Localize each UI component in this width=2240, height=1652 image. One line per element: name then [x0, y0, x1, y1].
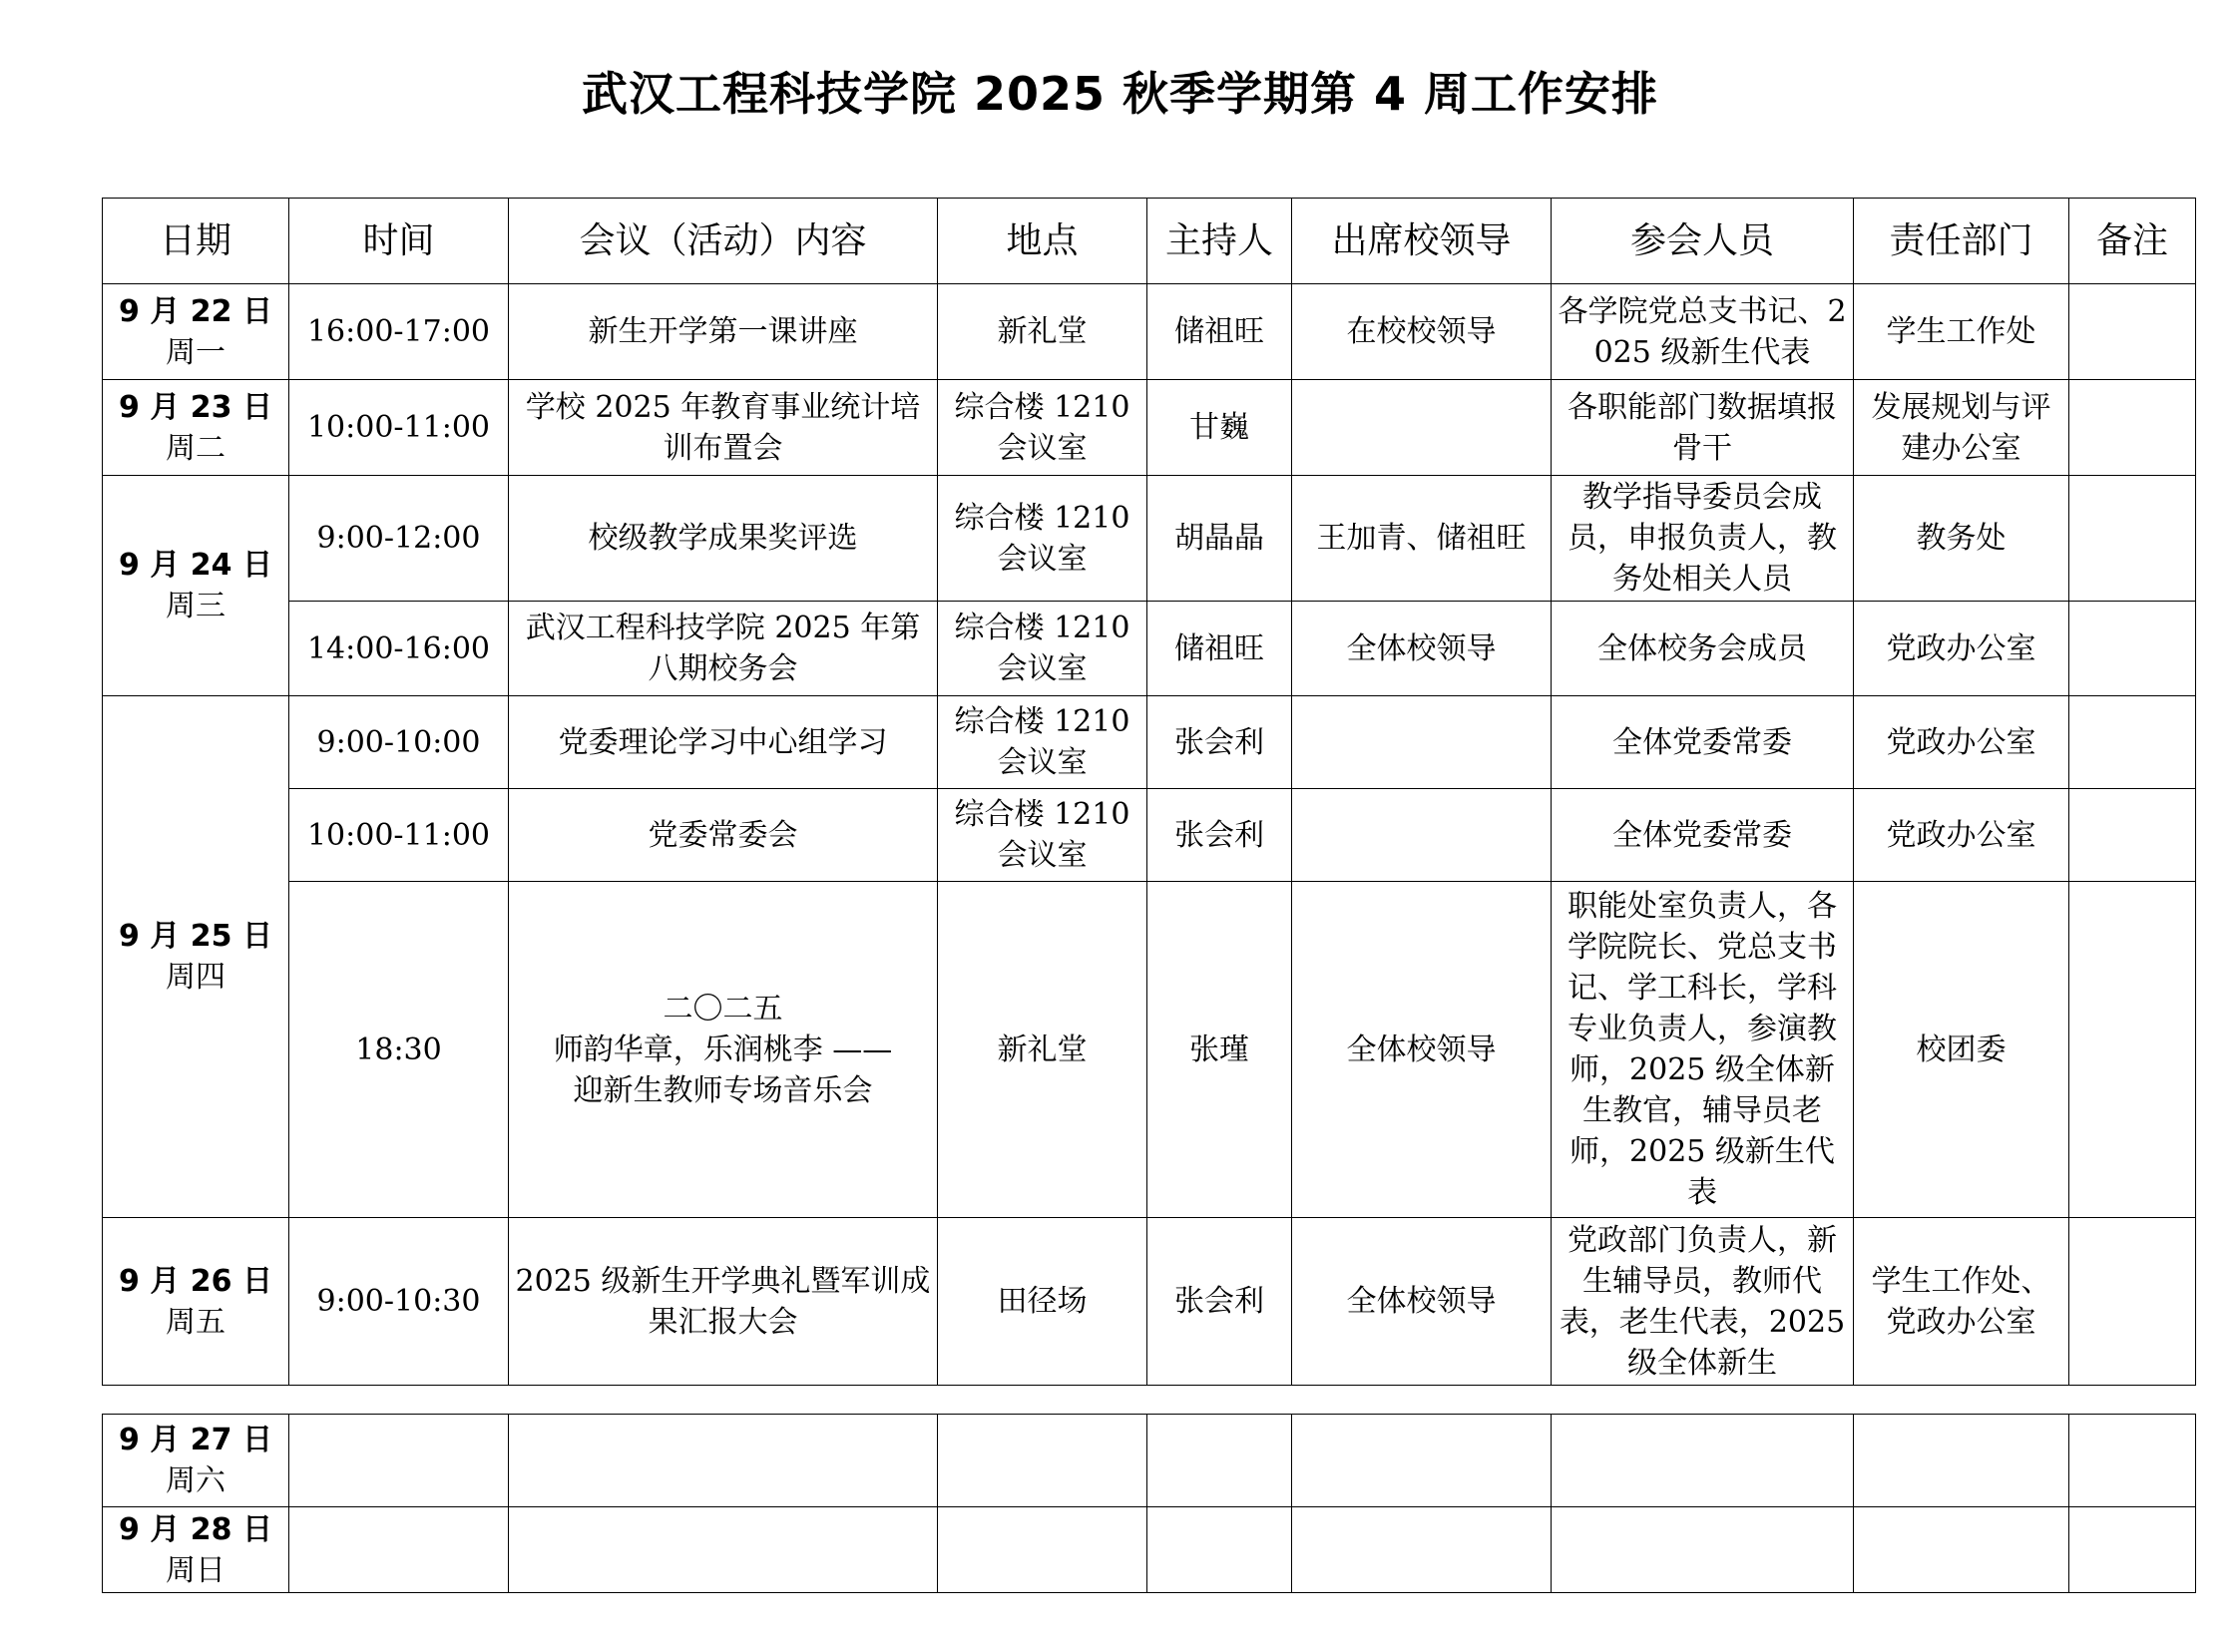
date-cell: [103, 696, 289, 1218]
note-cell: [2069, 1507, 2196, 1593]
dept-cell: [1854, 1507, 2069, 1593]
content-line: 二〇二五: [663, 991, 783, 1027]
location-cell: 综合楼 1210 会议室: [938, 602, 1147, 696]
schedule-table: [102, 198, 2196, 1386]
attendees-cell: 职能处室负责人，各学院院长、党总支书记、学工科长，学科专业负责人，参演教师，2025 级全体新生教官，辅导员老师，2025 级新生代表: [1552, 882, 1854, 1218]
note-cell: [2069, 789, 2196, 882]
note-cell: [2069, 602, 2196, 696]
dept-cell: 校团委: [1854, 882, 2069, 1218]
table-row: [103, 476, 2196, 602]
dept-cell: 党政办公室: [1854, 789, 2069, 882]
weekday-label: 周四: [166, 960, 225, 995]
dept-cell: [1854, 1415, 2069, 1507]
time-cell: [289, 1507, 509, 1593]
date-cell: [103, 1415, 289, 1507]
content-line: 迎新生教师专场音乐会: [573, 1072, 873, 1108]
note-cell: [2069, 882, 2196, 1218]
location-cell: [938, 1415, 1147, 1507]
table-row: [103, 1507, 2196, 1593]
content-cell: [509, 1507, 938, 1593]
header-content: 会议（活动）内容: [509, 199, 938, 284]
leaders-cell: [1292, 789, 1552, 882]
weekday-label: 周六: [166, 1463, 225, 1498]
leaders-cell: [1292, 380, 1552, 476]
host-cell: 储祖旺: [1147, 284, 1292, 380]
note-cell: [2069, 1218, 2196, 1386]
time-cell: 9:00-12:00: [289, 476, 509, 602]
attendees-cell: 各职能部门数据填报骨干: [1552, 380, 1854, 476]
date-label: 9 月 24 日: [119, 548, 272, 583]
weekday-label: 周五: [166, 1304, 225, 1340]
attendees-cell: [1552, 1507, 1854, 1593]
date-cell: [103, 476, 289, 696]
weekday-label: 周三: [166, 589, 225, 623]
date-label: 9 月 28 日: [119, 1511, 272, 1547]
time-cell: 10:00-11:00: [289, 789, 509, 882]
location-cell: 综合楼 1210 会议室: [938, 789, 1147, 882]
content-cell: [509, 882, 938, 1218]
location-cell: 新礼堂: [938, 882, 1147, 1218]
time-cell: [289, 1415, 509, 1507]
content-cell: 武汉工程科技学院 2025 年第八期校务会: [509, 602, 938, 696]
leaders-cell: [1292, 696, 1552, 789]
host-cell: 张会利: [1147, 789, 1292, 882]
table-row: [103, 1415, 2196, 1507]
date-label: 9 月 25 日: [119, 919, 272, 954]
leaders-cell: 王加青、储祖旺: [1292, 476, 1552, 602]
content-cell: [509, 1415, 938, 1507]
attendees-cell: 党政部门负责人，新生辅导员，教师代表，老生代表，2025 级全体新生: [1552, 1218, 1854, 1386]
table-row: [103, 380, 2196, 476]
header-attendees: 参会人员: [1552, 199, 1854, 284]
note-cell: [2069, 284, 2196, 380]
dept-cell: 党政办公室: [1854, 696, 2069, 789]
time-cell: 9:00-10:30: [289, 1218, 509, 1386]
content-cell: 党委理论学习中心组学习: [509, 696, 938, 789]
table-row: [103, 1218, 2196, 1386]
location-cell: 综合楼 1210 会议室: [938, 380, 1147, 476]
date-cell: [103, 380, 289, 476]
content-cell: 校级教学成果奖评选: [509, 476, 938, 602]
date-label: 9 月 26 日: [119, 1263, 272, 1299]
date-label: 9 月 27 日: [119, 1423, 272, 1457]
table-row: [103, 882, 2196, 1218]
leaders-cell: 全体校领导: [1292, 1218, 1552, 1386]
table-row: [103, 602, 2196, 696]
weekday-label: 周二: [166, 430, 225, 466]
location-cell: 新礼堂: [938, 284, 1147, 380]
content-cell: 学校 2025 年教育事业统计培训布置会: [509, 380, 938, 476]
date-cell: [103, 1218, 289, 1386]
header-leaders: 出席校领导: [1292, 199, 1552, 284]
weekday-label: 周日: [166, 1552, 225, 1588]
attendees-cell: 全体校务会成员: [1552, 602, 1854, 696]
host-cell: 储祖旺: [1147, 602, 1292, 696]
location-cell: [938, 1507, 1147, 1593]
dept-cell: 学生工作处、党政办公室: [1854, 1218, 2069, 1386]
host-cell: 张瑾: [1147, 882, 1292, 1218]
attendees-cell: [1552, 1415, 1854, 1507]
time-cell: 14:00-16:00: [289, 602, 509, 696]
host-cell: 张会利: [1147, 696, 1292, 789]
page-title: 武汉工程科技学院 2025 秋季学期第 4 周工作安排: [581, 67, 1659, 121]
table-row: [103, 696, 2196, 789]
dept-cell: 发展规划与评建办公室: [1854, 380, 2069, 476]
header-time: 时间: [289, 199, 509, 284]
weekend-table: [102, 1414, 2196, 1593]
note-cell: [2069, 380, 2196, 476]
time-cell: 18:30: [289, 882, 509, 1218]
note-cell: [2069, 696, 2196, 789]
note-cell: [2069, 1415, 2196, 1507]
time-cell: 16:00-17:00: [289, 284, 509, 380]
attendees-cell: 全体党委常委: [1552, 789, 1854, 882]
dept-cell: 学生工作处: [1854, 284, 2069, 380]
date-cell: [103, 284, 289, 380]
location-cell: 综合楼 1210 会议室: [938, 476, 1147, 602]
leaders-cell: 全体校领导: [1292, 602, 1552, 696]
header-row: [103, 199, 2196, 284]
date-label: 9 月 22 日: [119, 293, 272, 329]
leaders-cell: 在校校领导: [1292, 284, 1552, 380]
host-cell: 甘巍: [1147, 380, 1292, 476]
location-cell: 田径场: [938, 1218, 1147, 1386]
dept-cell: 教务处: [1854, 476, 2069, 602]
location-cell: 综合楼 1210 会议室: [938, 696, 1147, 789]
leaders-cell: [1292, 1507, 1552, 1593]
host-cell: [1147, 1415, 1292, 1507]
attendees-cell: 各学院党总支书记、2025 级新生代表: [1552, 284, 1854, 380]
host-cell: 张会利: [1147, 1218, 1292, 1386]
attendees-cell: 教学指导委员会成员，申报负责人，教务处相关人员: [1552, 476, 1854, 602]
content-cell: 新生开学第一课讲座: [509, 284, 938, 380]
header-location: 地点: [938, 199, 1147, 284]
content-cell: 2025 级新生开学典礼暨军训成果汇报大会: [509, 1218, 938, 1386]
header-note: 备注: [2069, 199, 2196, 284]
weekday-label: 周一: [166, 334, 225, 370]
content-cell: 党委常委会: [509, 789, 938, 882]
date-cell: [103, 1507, 289, 1593]
table-row: [103, 284, 2196, 380]
time-cell: 10:00-11:00: [289, 380, 509, 476]
host-cell: 胡晶晶: [1147, 476, 1292, 602]
table-row: [103, 789, 2196, 882]
date-label: 9 月 23 日: [119, 389, 272, 425]
header-dept: 责任部门: [1854, 199, 2069, 284]
leaders-cell: [1292, 1415, 1552, 1507]
dept-cell: 党政办公室: [1854, 602, 2069, 696]
attendees-cell: 全体党委常委: [1552, 696, 1854, 789]
header-date: 日期: [103, 199, 289, 284]
content-line: 师韵华章，乐润桃李 ——: [553, 1032, 893, 1067]
time-cell: 9:00-10:00: [289, 696, 509, 789]
host-cell: [1147, 1507, 1292, 1593]
note-cell: [2069, 476, 2196, 602]
header-host: 主持人: [1147, 199, 1292, 284]
leaders-cell: 全体校领导: [1292, 882, 1552, 1218]
